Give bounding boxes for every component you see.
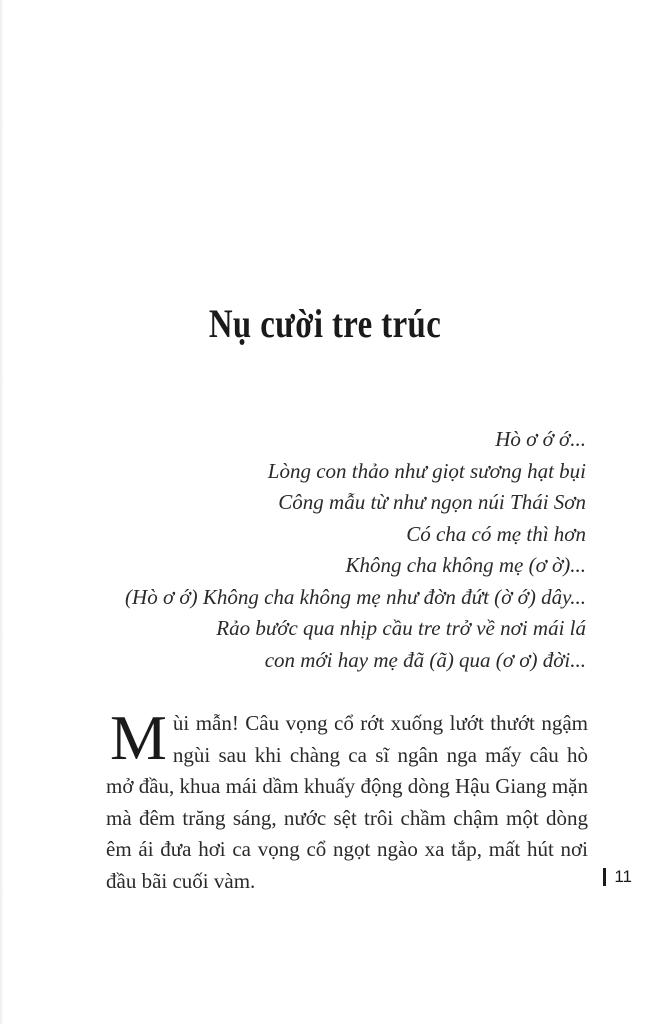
verse-line: Hò ơ ớ ớ... [495,427,586,451]
page-edge-shadow [0,0,4,1024]
verse-line: Công mẫu từ như ngọn núi Thái Sơn [278,490,586,514]
page-number: 11 [603,868,632,886]
drop-cap: M [110,702,167,773]
verse-line: Lòng con thảo như giọt sương hạt bụi [267,458,586,483]
verse-line: Không cha không mẹ (ơ ờ)... [345,553,586,577]
verse-line: (Hò ơ ớ) Không cha không mẹ như đờn đứt (ờ ớ) dây... [125,584,586,609]
verse-block [26,424,586,676]
verse-line: con mới hay mẹ đã (ã) qua (ơ ơ) đời... [264,647,586,672]
verse-line: Rảo bước qua nhịp cầu tre trở về nơi mái lá [216,616,586,640]
prose-text: ùi mẫn! Câu vọng cổ rớt xuống lướt thướt ngậm ngùi sau khi chàng ca sĩ ngân nga mấy câu hò mở đầu, khua mái dầm khuấy động dòng Hậu Giang mặn mà đêm trăng sáng, nước sệt trôi chầm chậm một dòng êm ái đưa hơi ca vọng cổ ngọt ngào xa tắp, mất hút nơi đầu bãi cuối vàm. [106,711,588,893]
prose-paragraph [106,702,588,897]
verse-line: Có cha có mẹ thì hơn [406,521,586,546]
chapter-title: Nụ cười tre trúc [208,301,442,346]
